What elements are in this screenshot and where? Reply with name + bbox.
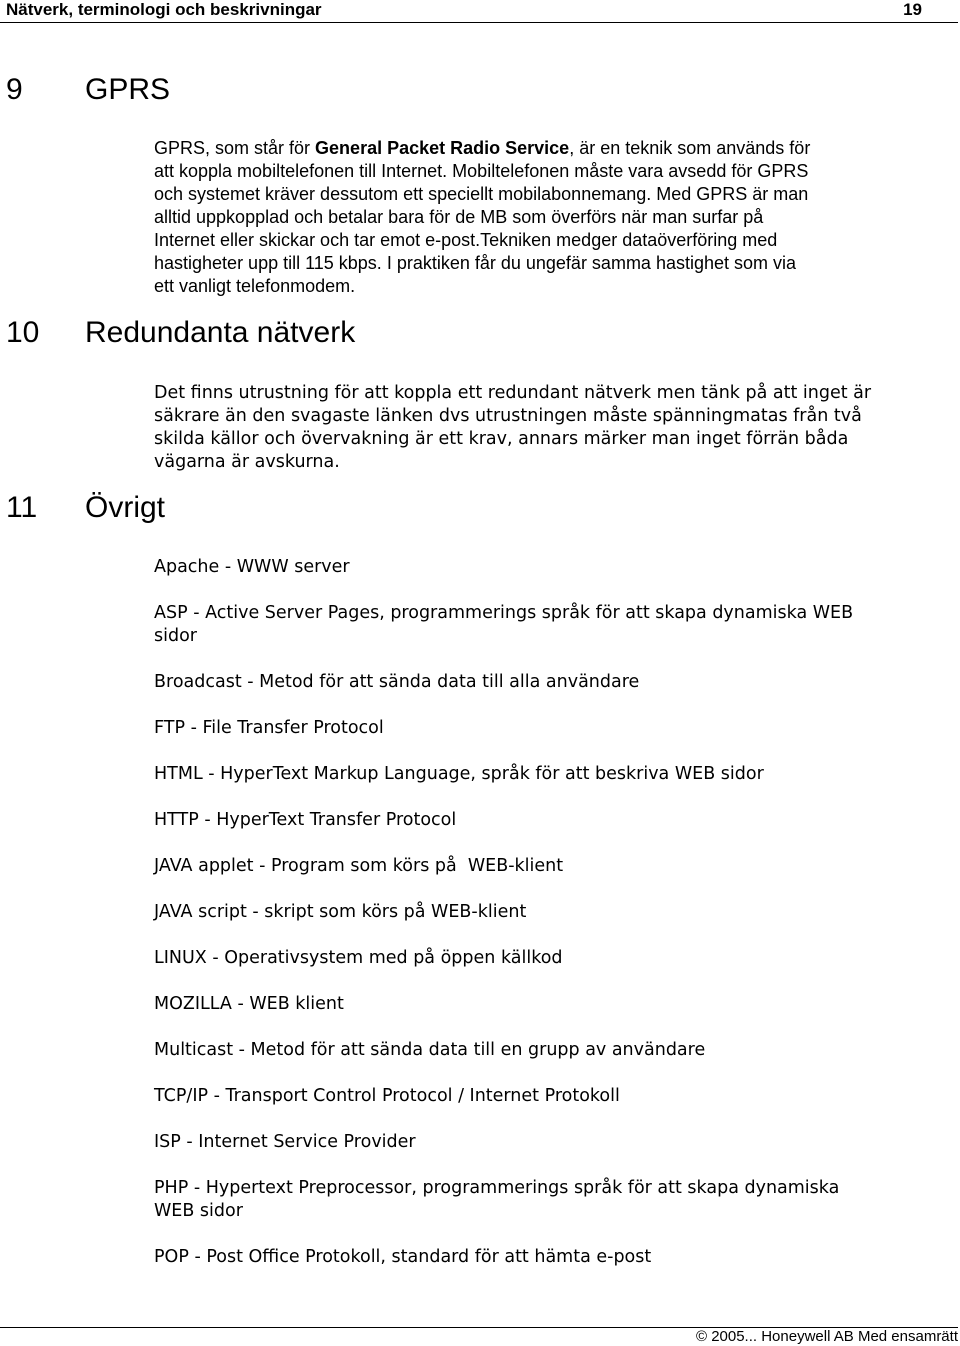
page-header <box>0 0 958 23</box>
page-footer: © 2005... Honeywell AB Med ensamrätt <box>695 1328 958 1345</box>
document-title: Nätverk, terminologi och beskrivningar <box>6 0 322 19</box>
glossary-term: LINUX - Operativsystem med på öppen källkod <box>154 948 563 968</box>
glossary-term: PHP - Hypertext Preprocessor, programmerings språk för att skapa dynamiska WEB sidor <box>154 1178 840 1221</box>
section-title: Redundanta nätverk <box>85 316 356 349</box>
section-number: 10 <box>6 316 40 349</box>
paragraph-line: och systemet kräver dessutom ett speciellt mobilabonnemang. Med GPRS är man <box>154 184 809 204</box>
section-heading-other <box>6 490 165 526</box>
paragraph-line: Internet eller skickar och tar emot e-post.Tekniken medger dataöverföring med <box>154 230 778 250</box>
paragraph-line: alltid uppkopplad och betalar bara för de MB som överförs när man surfar på <box>154 207 764 227</box>
glossary-term: FTP - File Transfer Protocol <box>154 718 384 738</box>
section-heading-redundant <box>6 315 355 351</box>
paragraph-line: GPRS, som står för General Packet Radio Service, är en teknik som används för <box>154 138 811 158</box>
glossary-term: JAVA applet - Program som körs på WEB-klient <box>154 856 564 876</box>
section-title: Övrigt <box>85 491 166 524</box>
glossary-term: TCP/IP - Transport Control Protocol / Internet Protokoll <box>154 1086 620 1106</box>
paragraph-line: Det finns utrustning för att koppla ett redundant nätverk men tänk på att inget är <box>154 383 872 403</box>
glossary-term: JAVA script - skript som körs på WEB-klient <box>154 902 527 922</box>
section-number: 11 <box>6 491 38 524</box>
glossary-term: MOZILLA - WEB klient <box>154 994 344 1014</box>
glossary-term: POP - Post Office Protokoll, standard för att hämta e-post <box>154 1247 652 1267</box>
section-heading-gprs <box>6 72 170 108</box>
section-number: 9 <box>6 73 23 106</box>
gprs-paragraph <box>154 137 954 298</box>
glossary-term: ASP - Active Server Pages, programmerings språk för att skapa dynamiska WEB sidor <box>154 603 854 646</box>
section-title: GPRS <box>85 73 171 106</box>
glossary-term: Multicast - Metod för att sända data till en grupp av användare <box>154 1040 706 1060</box>
glossary-term: HTML - HyperText Markup Language, språk för att beskriva WEB sidor <box>154 764 764 784</box>
glossary-term: Apache - WWW server <box>154 557 350 577</box>
glossary-term: Broadcast - Metod för att sända data till alla användare <box>154 672 640 692</box>
paragraph-line: hastigheter upp till 115 kbps. I praktiken får du ungefär samma hastighet som via <box>154 253 797 273</box>
paragraph-line: skilda källor och övervakning är ett krav, annars märker man inget förrän båda <box>154 429 849 449</box>
page-number: 19 <box>903 0 922 19</box>
paragraph-line: säkrare än den svagaste länken dvs utrustningen måste spänningmatas från två <box>154 406 862 426</box>
glossary-term: ISP - Internet Service Provider <box>154 1132 416 1152</box>
redundant-paragraph <box>154 382 954 474</box>
paragraph-line: vägarna är avskurna. <box>154 452 340 472</box>
bold-term: General Packet Radio Service <box>315 138 570 158</box>
paragraph-line: ett vanligt telefonmodem. <box>154 276 356 296</box>
glossary-term: HTTP - HyperText Transfer Protocol <box>154 810 457 830</box>
paragraph-line: att koppla mobiltelefonen till Internet. Mobiltelefonen måste vara avsedd för GPRS <box>154 161 809 181</box>
